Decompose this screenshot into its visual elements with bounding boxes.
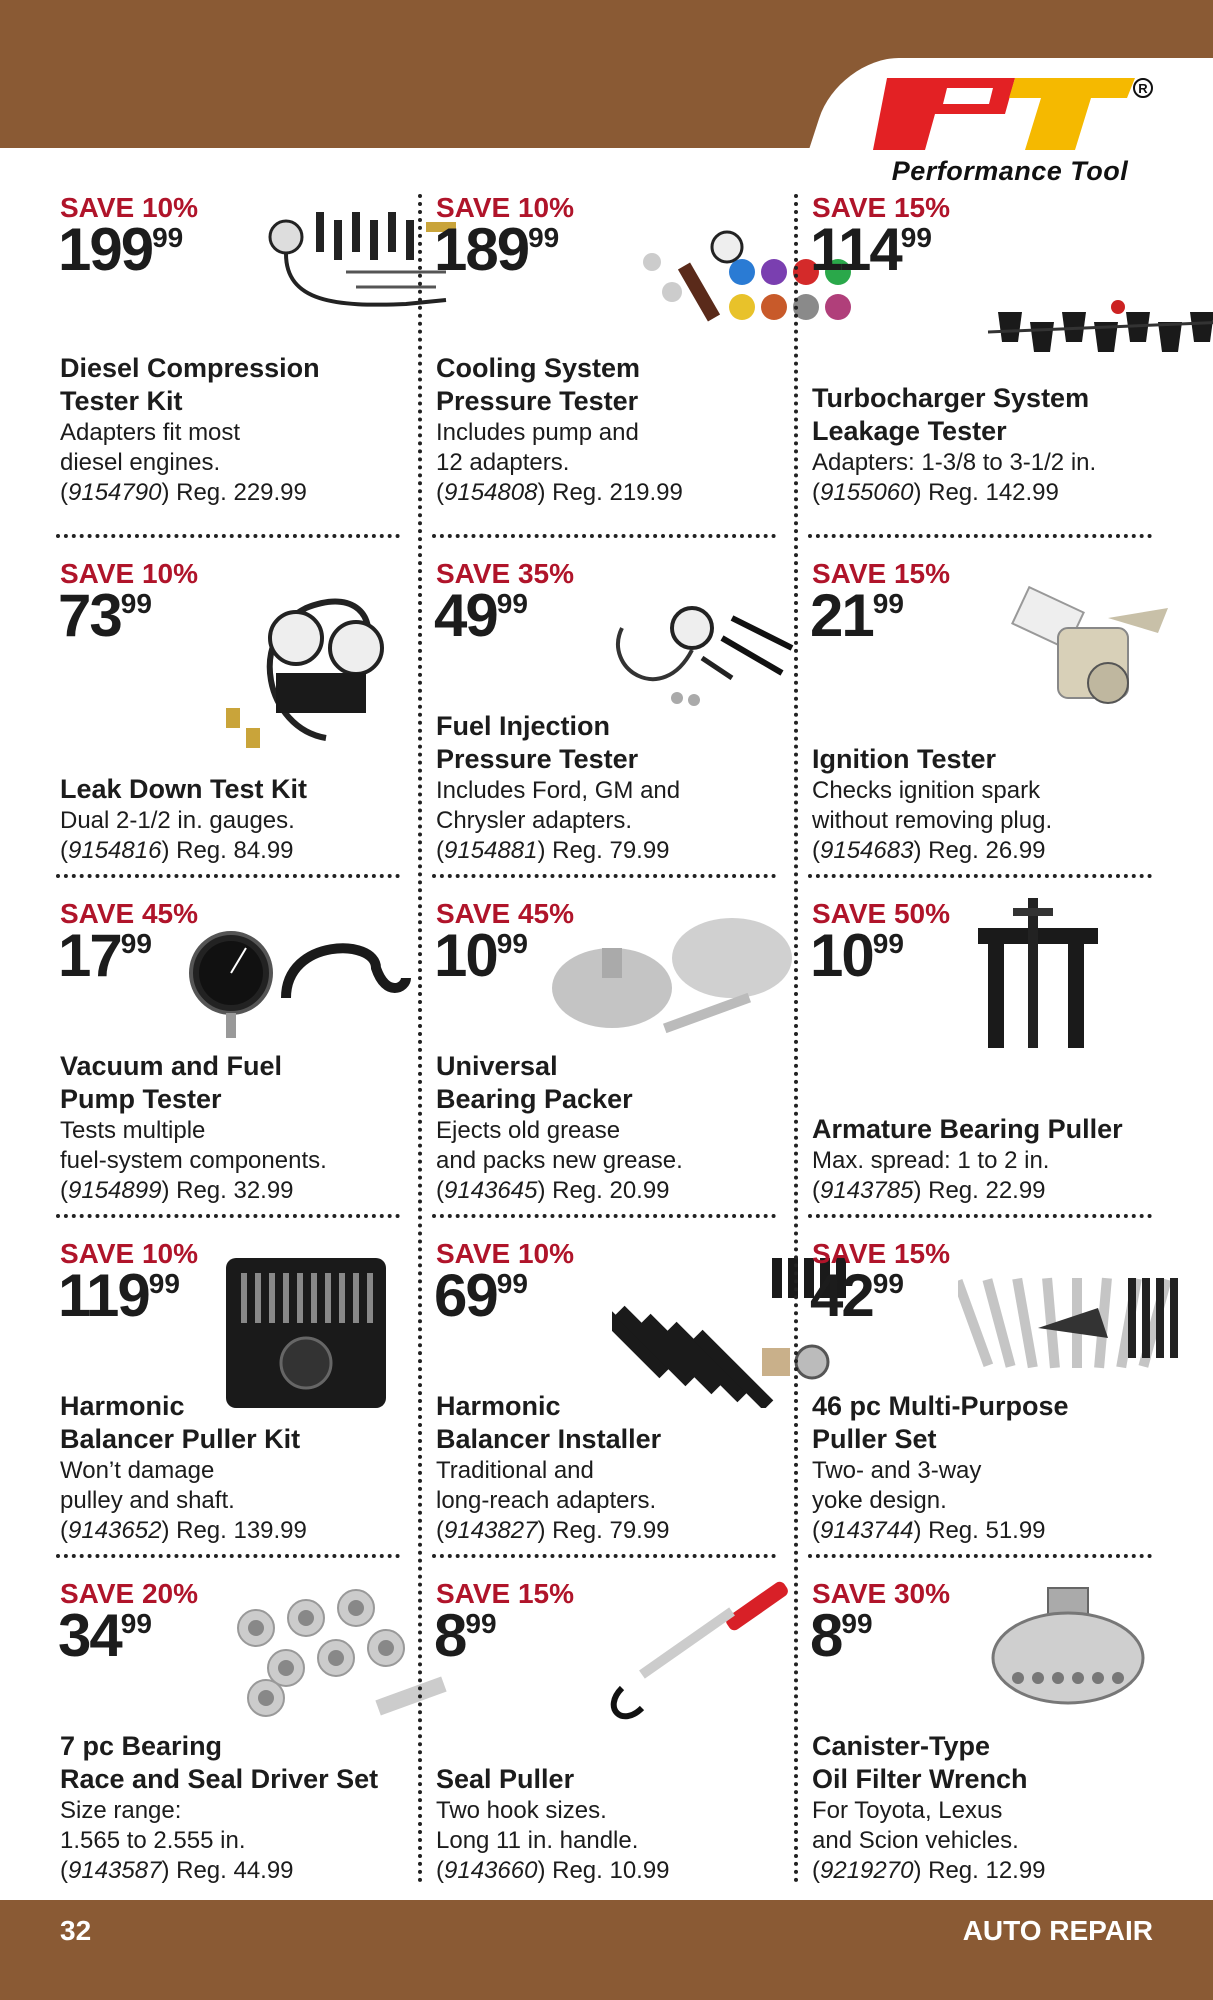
product-card[interactable] <box>808 888 1168 1218</box>
regular-price: Reg. 142.99 <box>928 479 1059 506</box>
product-description <box>436 1390 806 1546</box>
product-detail: without removing plug. <box>812 807 1053 834</box>
multi-puller-set-icon <box>958 1248 1198 1388</box>
sale-price <box>810 922 904 989</box>
row-divider <box>432 874 776 878</box>
product-name: Bearing Packer <box>436 1084 633 1114</box>
sale-price <box>810 216 932 283</box>
regular-price: Reg. 20.99 <box>552 1177 670 1204</box>
save-badge: SAVE 20% <box>60 1578 198 1609</box>
sale-price <box>810 1262 904 1329</box>
price-dollars: 21 <box>810 582 873 649</box>
save-badge: SAVE 15% <box>436 1578 574 1609</box>
price-cents: 99 <box>152 222 184 253</box>
price-dollars: 8 <box>434 1602 466 1669</box>
product-detail: fuel-system components. <box>60 1147 327 1174</box>
sku-line: (9143587) Reg. 44.99 <box>60 1857 294 1884</box>
product-detail: Chrysler adapters. <box>436 807 633 834</box>
sku-line: (9143652) Reg. 139.99 <box>60 1517 307 1544</box>
product-detail: yoke design. <box>812 1487 947 1514</box>
armature-puller-icon <box>958 898 1128 1068</box>
product-name: Tester Kit <box>60 386 183 416</box>
price-cents: 99 <box>872 928 904 959</box>
product-detail: Long 11 in. handle. <box>436 1827 639 1854</box>
product-detail: Adapters fit most <box>60 419 241 446</box>
product-name: Pump Tester <box>60 1084 222 1114</box>
sku-line: (9155060) Reg. 142.99 <box>812 479 1059 506</box>
product-description <box>60 1050 430 1206</box>
price-cents: 99 <box>872 1268 904 1299</box>
save-badge: SAVE 10% <box>60 192 198 223</box>
product-card[interactable] <box>56 888 416 1218</box>
product-detail: Checks ignition spark <box>812 777 1041 804</box>
sku-line: (9143645) Reg. 20.99 <box>436 1177 670 1204</box>
sku-number: 9143785 <box>820 1177 914 1204</box>
row-divider <box>432 1554 776 1558</box>
product-name: Vacuum and Fuel <box>60 1051 283 1081</box>
sku-line: (9154808) Reg. 219.99 <box>436 479 683 506</box>
column-divider <box>794 194 798 1884</box>
product-name: Puller Set <box>812 1424 937 1454</box>
sku-number: 9143587 <box>68 1857 162 1884</box>
save-badge: SAVE 15% <box>812 192 950 223</box>
product-card[interactable] <box>808 548 1168 878</box>
sku-number: 9143660 <box>444 1857 538 1884</box>
product-detail: Includes Ford, GM and <box>436 777 681 804</box>
product-name: 7 pc Bearing <box>60 1731 223 1761</box>
regular-price: Reg. 79.99 <box>552 1517 670 1544</box>
sku-number: 9219270 <box>820 1857 914 1884</box>
row-divider <box>56 1554 400 1558</box>
save-badge: SAVE 35% <box>436 558 574 589</box>
regular-price: Reg. 12.99 <box>928 1857 1046 1884</box>
product-name: Balancer Installer <box>436 1424 662 1454</box>
sku-number: 9143652 <box>68 1517 162 1544</box>
sku-line: (9154899) Reg. 32.99 <box>60 1177 294 1204</box>
sku-number: 9154683 <box>820 837 914 864</box>
product-description <box>812 1390 1182 1546</box>
product-card[interactable] <box>808 182 1168 520</box>
price-cents: 99 <box>120 1608 152 1639</box>
seal-puller-icon <box>592 1578 812 1728</box>
row-divider <box>432 1214 776 1218</box>
sale-price <box>58 1262 180 1329</box>
price-cents: 99 <box>120 588 152 619</box>
product-card[interactable] <box>808 1568 1168 1898</box>
leak-down-kit-icon <box>206 578 426 758</box>
product-name: Universal <box>436 1051 558 1081</box>
product-card[interactable] <box>432 888 792 1218</box>
product-detail: Two hook sizes. <box>436 1797 607 1824</box>
row-divider <box>56 874 400 878</box>
product-detail: Traditional and <box>436 1457 594 1484</box>
product-name: Cooling System <box>436 353 641 383</box>
price-cents: 99 <box>496 1268 528 1299</box>
price-cents: 99 <box>120 928 152 959</box>
product-detail: For Toyota, Lexus <box>812 1797 1003 1824</box>
price-dollars: 114 <box>810 216 901 283</box>
sku-line: (9154683) Reg. 26.99 <box>812 837 1046 864</box>
product-name: Leak Down Test Kit <box>60 774 308 804</box>
regular-price: Reg. 26.99 <box>928 837 1046 864</box>
bearing-packer-icon <box>552 908 802 1048</box>
save-badge: SAVE 10% <box>60 558 198 589</box>
price-dollars: 8 <box>810 1602 842 1669</box>
product-detail: 1.565 to 2.555 in. <box>60 1827 246 1854</box>
regular-price: Reg. 51.99 <box>928 1517 1046 1544</box>
product-name: Turbocharger System <box>812 383 1090 413</box>
sale-price <box>58 922 152 989</box>
row-divider <box>56 534 400 538</box>
product-detail: and Scion vehicles. <box>812 1827 1019 1854</box>
product-name: Oil Filter Wrench <box>812 1764 1028 1794</box>
sale-price <box>810 582 904 649</box>
row-divider <box>808 534 1152 538</box>
product-name: 46 pc Multi-Purpose <box>812 1391 1069 1421</box>
product-card[interactable] <box>56 548 416 878</box>
sale-price <box>58 216 184 283</box>
product-name: Balancer Puller Kit <box>60 1424 301 1454</box>
price-dollars: 34 <box>58 1602 121 1669</box>
product-name: Armature Bearing Puller <box>812 1114 1123 1144</box>
product-detail: and packs new grease. <box>436 1147 683 1174</box>
product-description <box>812 1113 1182 1206</box>
product-description <box>60 773 430 866</box>
product-name: Fuel Injection <box>436 711 611 741</box>
product-name: Pressure Tester <box>436 744 639 774</box>
sku-line: (9219270) Reg. 12.99 <box>812 1857 1046 1884</box>
sku-number: 9154816 <box>68 837 162 864</box>
sku-line: (9154790) Reg. 229.99 <box>60 479 307 506</box>
save-badge: SAVE 15% <box>812 1238 950 1269</box>
product-description <box>60 1730 430 1886</box>
price-dollars: 42 <box>810 1262 873 1329</box>
sale-price <box>434 216 560 283</box>
regular-price: Reg. 219.99 <box>552 479 683 506</box>
brand-name: Performance Tool <box>891 156 1129 186</box>
product-card[interactable] <box>432 548 792 878</box>
product-detail: Size range: <box>60 1797 182 1824</box>
save-badge: SAVE 45% <box>436 898 574 929</box>
turbo-tester-icon <box>978 262 1213 362</box>
save-badge: SAVE 15% <box>812 558 950 589</box>
regular-price: Reg. 139.99 <box>176 1517 307 1544</box>
product-card[interactable] <box>432 1228 792 1558</box>
product-card[interactable] <box>432 1568 792 1898</box>
save-badge: SAVE 50% <box>812 898 950 929</box>
product-description <box>436 352 806 508</box>
sale-price <box>434 1262 528 1329</box>
sku-number: 9154808 <box>444 479 538 506</box>
product-name: Seal Puller <box>436 1764 575 1794</box>
svg-text:R: R <box>1138 81 1148 96</box>
product-name: Harmonic <box>60 1391 185 1421</box>
product-description <box>812 1730 1182 1886</box>
price-dollars: 119 <box>58 1262 149 1329</box>
vacuum-gauge-icon <box>176 918 416 1038</box>
product-detail: Tests multiple <box>60 1117 206 1144</box>
sku-number: 9154899 <box>68 1177 162 1204</box>
product-card[interactable] <box>808 1228 1168 1558</box>
product-description <box>436 710 806 866</box>
product-name: Leakage Tester <box>812 416 1007 446</box>
product-detail: Adapters: 1-3/8 to 3-1/2 in. <box>812 449 1097 476</box>
brand-logo <box>845 70 1175 190</box>
price-cents: 99 <box>528 222 560 253</box>
sku-line: (9143744) Reg. 51.99 <box>812 1517 1046 1544</box>
price-dollars: 69 <box>434 1262 497 1329</box>
save-badge: SAVE 10% <box>60 1238 198 1269</box>
ignition-tester-icon <box>958 578 1178 728</box>
price-dollars: 73 <box>58 582 121 649</box>
product-detail: pulley and shaft. <box>60 1487 235 1514</box>
row-divider <box>432 534 776 538</box>
product-detail: 12 adapters. <box>436 449 570 476</box>
regular-price: Reg. 32.99 <box>176 1177 294 1204</box>
price-cents: 99 <box>841 1608 873 1639</box>
row-divider <box>56 1214 400 1218</box>
section-title: AUTO REPAIR <box>962 1915 1153 1946</box>
save-badge: SAVE 10% <box>436 192 574 223</box>
price-dollars: 17 <box>58 922 121 989</box>
product-detail: Won’t damage <box>60 1457 215 1484</box>
product-description <box>436 1050 806 1206</box>
sku-line: (9154816) Reg. 84.99 <box>60 837 294 864</box>
regular-price: Reg. 44.99 <box>176 1857 294 1884</box>
product-detail: long-reach adapters. <box>436 1487 657 1514</box>
product-detail: Max. spread: 1 to 2 in. <box>812 1147 1050 1174</box>
regular-price: Reg. 229.99 <box>176 479 307 506</box>
save-badge: SAVE 45% <box>60 898 198 929</box>
row-divider <box>808 1214 1152 1218</box>
product-card[interactable] <box>432 182 792 520</box>
price-dollars: 10 <box>434 922 497 989</box>
product-description <box>812 382 1182 508</box>
sale-price <box>434 922 528 989</box>
product-description <box>60 1390 430 1546</box>
sku-number: 9154790 <box>68 479 162 506</box>
price-cents: 99 <box>465 1608 497 1639</box>
price-cents: 99 <box>148 1268 180 1299</box>
price-dollars: 199 <box>58 216 153 283</box>
product-description <box>60 352 430 508</box>
sku-number: 9155060 <box>820 479 914 506</box>
price-dollars: 49 <box>434 582 497 649</box>
sale-price <box>434 582 528 649</box>
regular-price: Reg. 79.99 <box>552 837 670 864</box>
price-cents: 99 <box>872 588 904 619</box>
product-detail: Includes pump and <box>436 419 639 446</box>
save-badge: SAVE 10% <box>436 1238 574 1269</box>
product-name: Pressure Tester <box>436 386 639 416</box>
price-cents: 99 <box>496 588 528 619</box>
save-badge: SAVE 30% <box>812 1578 950 1609</box>
product-detail: diesel engines. <box>60 449 221 476</box>
regular-price: Reg. 84.99 <box>176 837 294 864</box>
product-detail: Ejects old grease <box>436 1117 621 1144</box>
sale-price <box>434 1602 497 1669</box>
price-cents: 99 <box>496 928 528 959</box>
product-description <box>812 743 1182 866</box>
oil-filter-wrench-icon <box>968 1578 1168 1728</box>
product-name: Diesel Compression <box>60 353 320 383</box>
pt-logo-icon <box>865 74 1155 154</box>
price-dollars: 189 <box>434 216 529 283</box>
sale-price <box>58 582 152 649</box>
sku-number: 9154881 <box>444 837 538 864</box>
sku-number: 9143645 <box>444 1177 538 1204</box>
product-name: Race and Seal Driver Set <box>60 1764 379 1794</box>
sale-price <box>58 1602 152 1669</box>
row-divider <box>808 1554 1152 1558</box>
product-card[interactable] <box>56 1228 416 1558</box>
sku-line: (9143660) Reg. 10.99 <box>436 1857 670 1884</box>
sku-number: 9143827 <box>444 1517 538 1544</box>
fuel-injection-tester-icon <box>582 588 802 718</box>
sku-number: 9143744 <box>820 1517 914 1544</box>
sku-line: (9143827) Reg. 79.99 <box>436 1517 670 1544</box>
product-card[interactable] <box>56 1568 416 1898</box>
sale-price <box>810 1602 873 1669</box>
row-divider <box>808 874 1152 878</box>
product-name: Harmonic <box>436 1391 561 1421</box>
product-name: Canister-Type <box>812 1731 991 1761</box>
product-detail: Dual 2-1/2 in. gauges. <box>60 807 295 834</box>
product-description <box>436 1763 806 1886</box>
price-cents: 99 <box>900 222 932 253</box>
sku-line: (9154881) Reg. 79.99 <box>436 837 670 864</box>
regular-price: Reg. 10.99 <box>552 1857 670 1884</box>
regular-price: Reg. 22.99 <box>928 1177 1046 1204</box>
page-number: 32 <box>60 1915 92 1946</box>
price-dollars: 10 <box>810 922 873 989</box>
product-card[interactable] <box>56 182 416 520</box>
product-name: Ignition Tester <box>812 744 997 774</box>
product-detail: Two- and 3-way <box>812 1457 982 1484</box>
sku-line: (9143785) Reg. 22.99 <box>812 1177 1046 1204</box>
column-divider <box>418 194 422 1884</box>
